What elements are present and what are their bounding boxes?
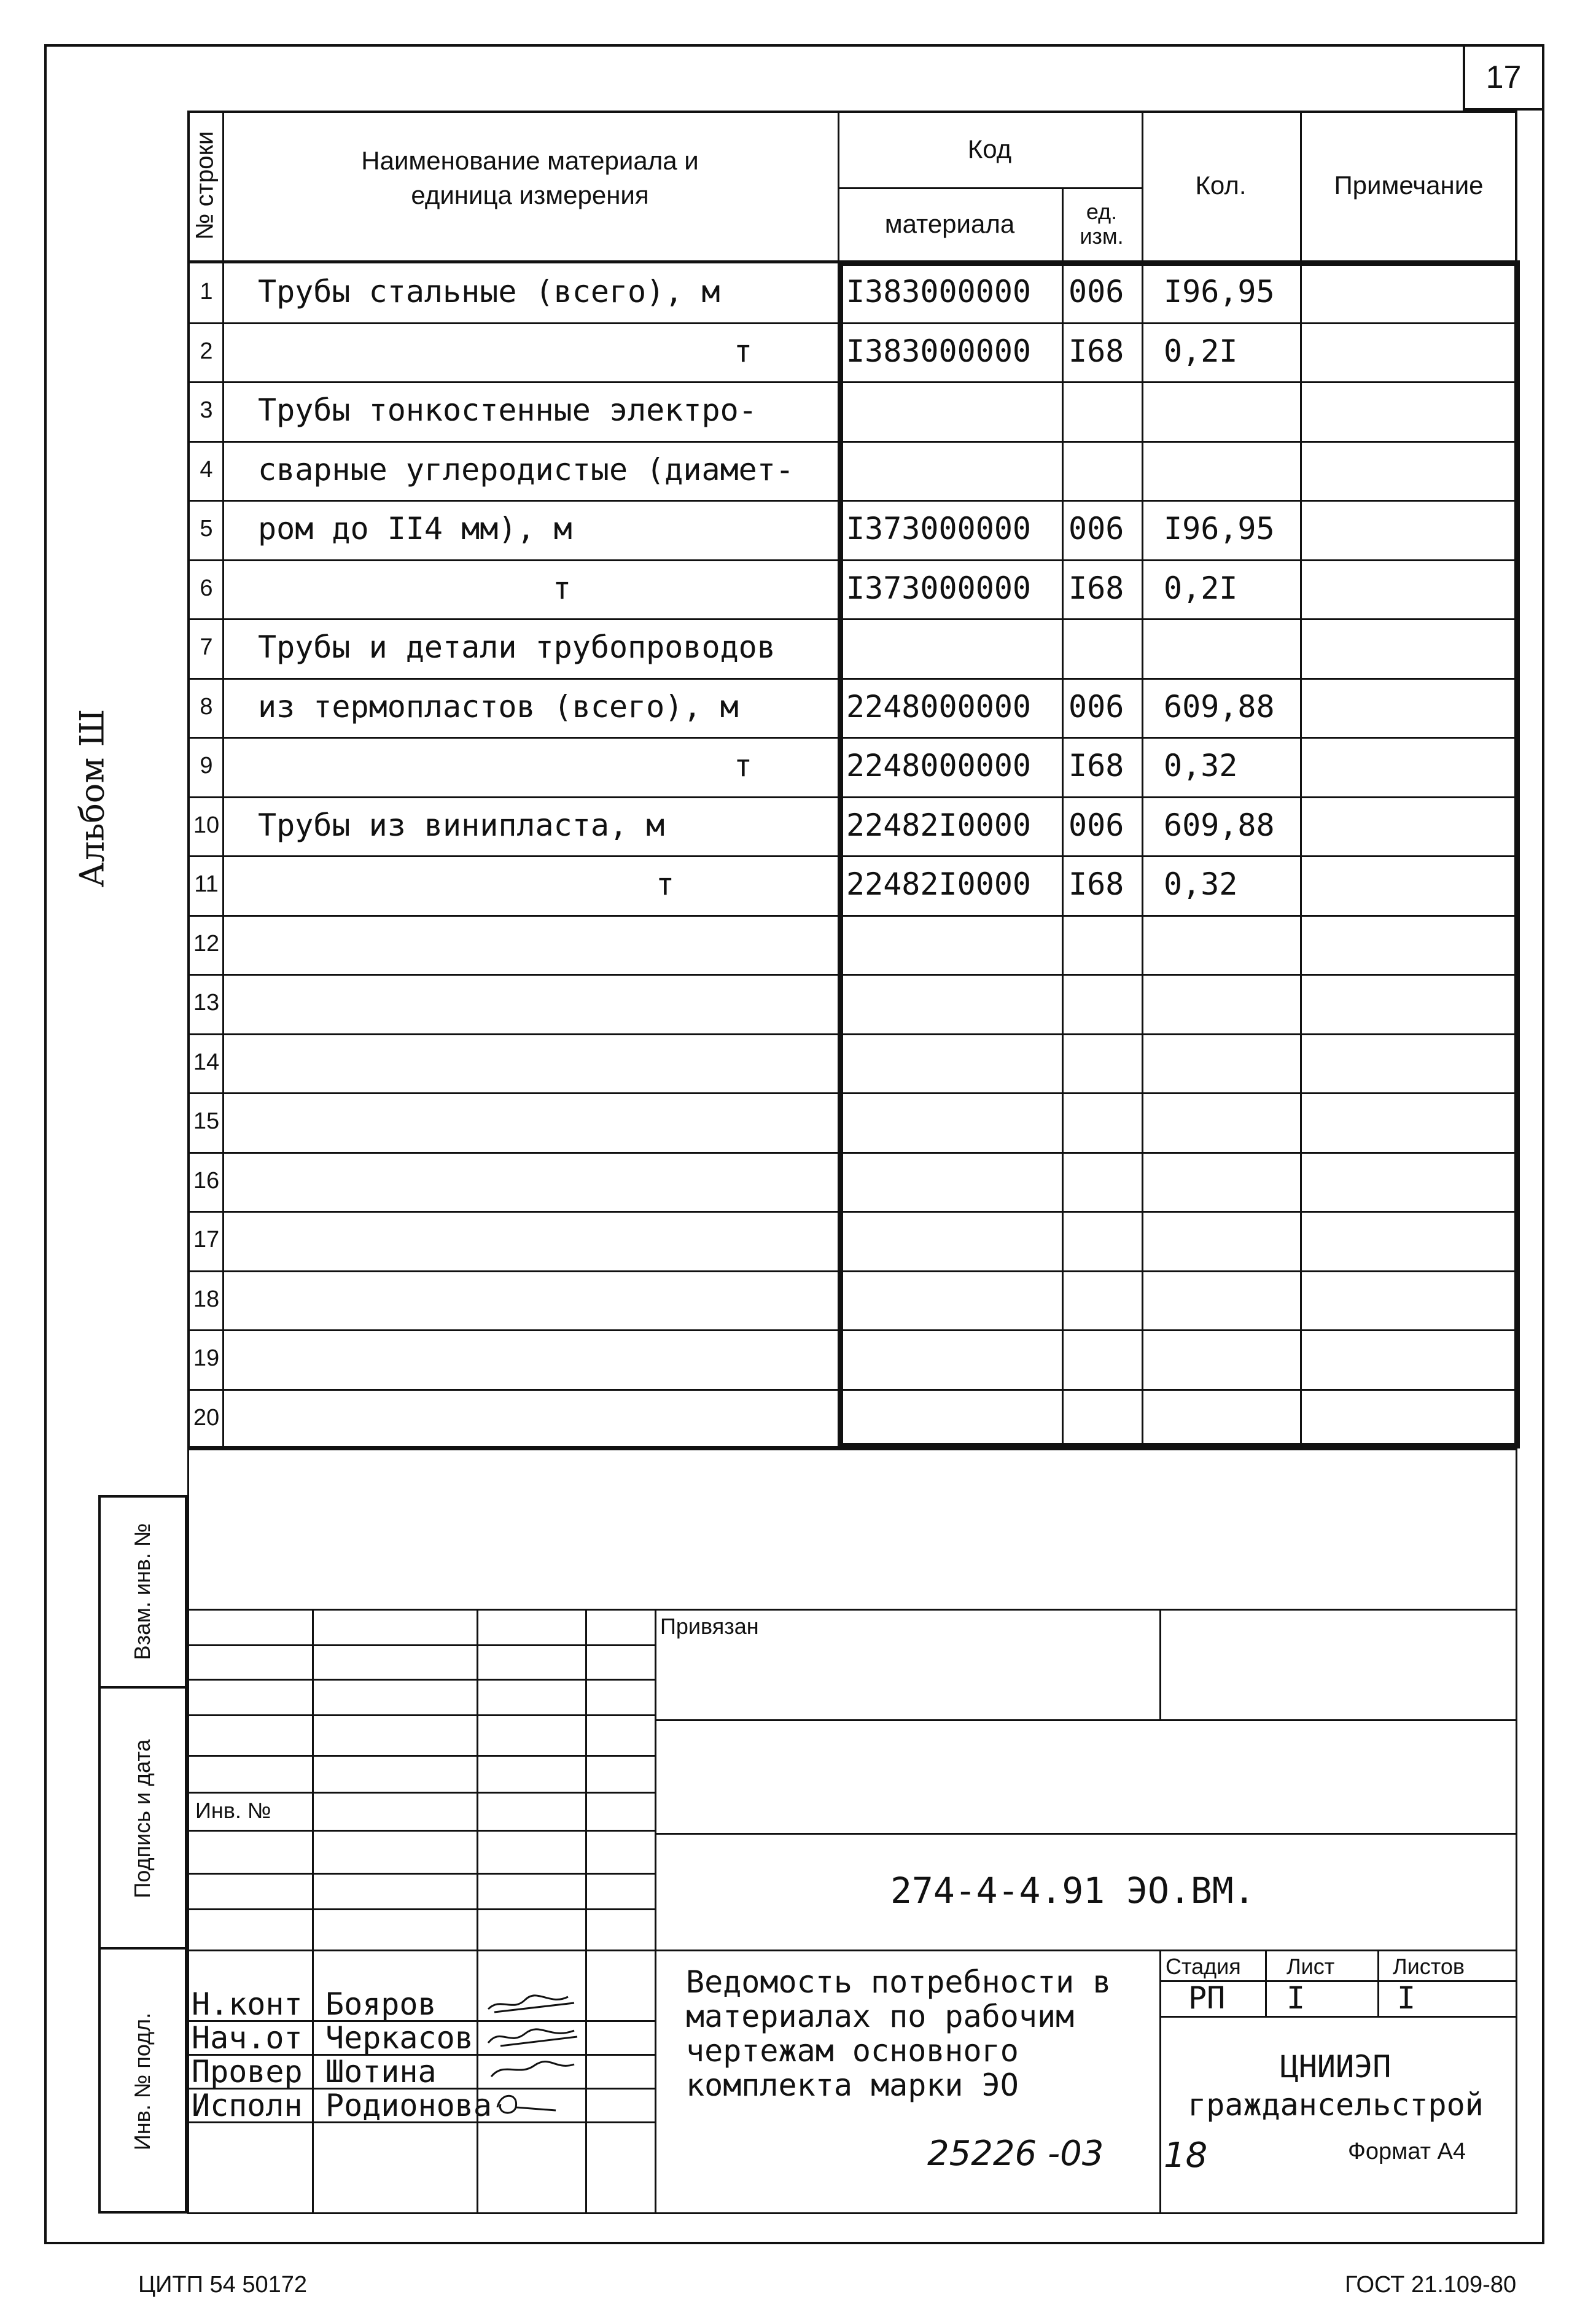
page-number: 17 (1463, 44, 1544, 111)
material-name: т (553, 570, 572, 606)
stage-label: Стадия (1166, 1954, 1241, 1979)
row-number: 17 (193, 1227, 220, 1253)
tb-line (187, 1714, 655, 1716)
quantity: I96,95 (1164, 511, 1275, 546)
header-code-unit: ед. изм. (1080, 198, 1124, 249)
material-code: I373000000 (846, 570, 1032, 606)
row-line (187, 500, 1517, 502)
row-number: 13 (193, 990, 220, 1016)
quantity: 0,2I (1164, 570, 1238, 606)
tb-line (1265, 1950, 1267, 2016)
col-line (1062, 187, 1064, 1448)
row-line (187, 737, 1517, 739)
organization-name: ЦНИИЭП граждансельстрой (1188, 2049, 1484, 2123)
row-number: 6 (200, 575, 213, 601)
row-line (187, 1092, 1517, 1094)
side-label-podpis: Подпись и дата (130, 1739, 155, 1899)
row-number: 15 (193, 1108, 220, 1134)
tb-line (187, 1755, 655, 1757)
material-name: Трубы и детали трубопроводов (258, 629, 776, 665)
quantity: 0,2I (1164, 333, 1238, 369)
staff-name: Родионова (325, 2088, 492, 2123)
material-name: т (656, 866, 675, 902)
staff-role: Исполн (192, 2088, 303, 2123)
col-line (1142, 111, 1143, 1448)
document-designation: 274-4-4.91 ЭО.ВМ. (890, 1870, 1255, 1911)
row-line (187, 1033, 1517, 1035)
row-number: 4 (200, 457, 213, 483)
row-line (187, 559, 1517, 561)
row-line (187, 1329, 1517, 1331)
row-number: 2 (200, 338, 213, 364)
tb-line (187, 1830, 655, 1832)
album-label: Альбом Ш (72, 709, 112, 888)
tb-line (1159, 1609, 1161, 1719)
row-line (187, 322, 1517, 324)
inv-no-label: Инв. № (195, 1798, 271, 1823)
unit-code: 006 (1069, 511, 1124, 546)
material-code: I373000000 (846, 511, 1032, 546)
unit-code: 006 (1069, 274, 1124, 309)
quantity: 0,32 (1164, 748, 1238, 783)
row-line (187, 1270, 1517, 1272)
archive-number: 25226 -03 (927, 2134, 1104, 2174)
row-line (187, 618, 1517, 620)
quantity: 609,88 (1164, 807, 1275, 843)
tb-line (1516, 1448, 1517, 2214)
side-label-vzam: Взам. инв. № (130, 1523, 155, 1660)
format-label: Формат А4 (1348, 2139, 1466, 2164)
material-name: сварные углеродистые (диамет- (258, 452, 794, 488)
row-line (187, 974, 1517, 976)
tb-line (187, 1792, 655, 1794)
header-name: Наименование материала и единица измерения (361, 146, 699, 209)
row-line (187, 1152, 1517, 1154)
row-number: 19 (193, 1345, 220, 1371)
material-code: I383000000 (846, 333, 1032, 369)
unit-code: 006 (1069, 689, 1124, 725)
material-code: 2248000000 (846, 748, 1032, 783)
staff-role: Провер (192, 2054, 303, 2090)
staff-role: Нач.от (192, 2020, 303, 2056)
row-number: 5 (200, 516, 213, 542)
unit-code: I68 (1069, 570, 1124, 606)
tb-line (655, 1609, 656, 2214)
quantity: 609,88 (1164, 689, 1275, 725)
header-code: Код (967, 134, 1012, 163)
signatures (482, 1985, 583, 2123)
material-code: I383000000 (846, 274, 1032, 309)
material-code: 22482I0000 (846, 807, 1032, 843)
row-number: 14 (193, 1049, 220, 1075)
sheets-value: I (1397, 1980, 1416, 2016)
col-line (838, 111, 839, 1448)
row-number: 18 (193, 1286, 220, 1312)
tb-line (187, 2212, 1517, 2214)
staff-name: Бояров (325, 1986, 437, 2022)
tb-line (655, 1833, 1517, 1835)
material-name: Трубы стальные (всего), м (258, 274, 720, 309)
footer-left-code: ЦИТП 54 50172 (138, 2272, 307, 2298)
row-number: 11 (194, 871, 219, 897)
col-line (1300, 111, 1302, 1448)
row-number: 16 (193, 1168, 220, 1194)
material-name: Трубы из винипласта, м (258, 807, 665, 843)
side-label-inv: Инв. № подл. (130, 2012, 155, 2151)
row-line (187, 796, 1517, 798)
sheets-label: Листов (1393, 1954, 1465, 1979)
material-name: т (734, 333, 753, 369)
row-line (187, 1389, 1517, 1391)
tb-line (1159, 2016, 1517, 2018)
handwritten-page: 18 (1164, 2136, 1208, 2175)
tb-line (187, 1679, 655, 1681)
stage-value: РП (1188, 1980, 1226, 2016)
staff-name: Шотина (325, 2054, 437, 2090)
row-line (187, 855, 1517, 857)
row-number: 1 (200, 279, 213, 305)
unit-code: 006 (1069, 807, 1124, 843)
tb-line (187, 1873, 655, 1875)
tb-line (655, 1719, 1517, 1721)
row-number: 9 (200, 753, 213, 779)
header-qty: Кол. (1195, 171, 1247, 200)
material-code: 2248000000 (846, 689, 1032, 725)
tb-line (1377, 1950, 1379, 2016)
document-title: Ведомость потребности в материалах по рабочим чертежам основного комплекта марки ЭО (686, 1964, 1111, 2103)
material-name: т (734, 748, 753, 783)
tb-line (187, 1448, 1517, 1450)
col-line (222, 111, 224, 1448)
row-line (187, 441, 1517, 443)
tb-line (187, 1908, 655, 1910)
row-line (187, 381, 1517, 383)
privyazan-label: Привязан (660, 1614, 759, 1639)
staff-name: Черкасов (325, 2020, 473, 2056)
sheet-label: Лист (1287, 1954, 1335, 1979)
tb-line (187, 1644, 655, 1646)
quantity: I96,95 (1164, 274, 1275, 309)
row-line (187, 678, 1517, 680)
row-number: 8 (200, 694, 213, 720)
header-code-material: материала (884, 209, 1015, 238)
row-number: 10 (193, 812, 220, 838)
material-name: Трубы тонкостенные электро- (258, 392, 757, 428)
unit-code: I68 (1069, 866, 1124, 902)
row-line (187, 1211, 1517, 1213)
header-bottom-line (187, 260, 1517, 263)
material-name: ром до II4 мм), м (258, 511, 572, 546)
row-number: 20 (193, 1405, 220, 1431)
unit-code: I68 (1069, 333, 1124, 369)
header-row-no: № строки (191, 131, 219, 240)
quantity: 0,32 (1164, 866, 1238, 902)
material-name: из термопластов (всего), м (258, 689, 739, 725)
unit-code: I68 (1069, 748, 1124, 783)
material-code: 22482I0000 (846, 866, 1032, 902)
row-number: 3 (200, 397, 213, 423)
sheet-value: I (1287, 1980, 1306, 2016)
row-line (187, 915, 1517, 917)
row-number: 7 (200, 634, 213, 660)
row-number: 12 (193, 931, 220, 957)
tb-line (187, 1950, 1517, 1951)
tb-line (187, 1609, 1517, 1611)
header-note: Примечание (1334, 171, 1484, 200)
staff-role: Н.конт (192, 1986, 303, 2022)
footer-standard: ГОСТ 21.109-80 (1345, 2272, 1517, 2298)
